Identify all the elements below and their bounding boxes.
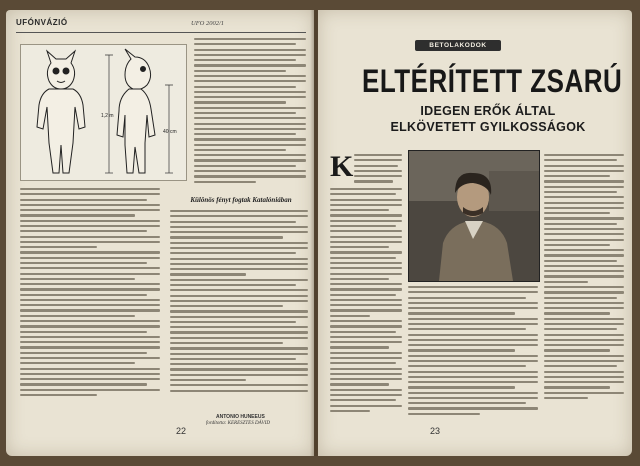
author-translator: fordította: KERESZTES DÁVID <box>206 421 270 426</box>
article-subtitle-1: IDEGEN ERŐK ÁLTAL <box>420 104 556 118</box>
text-column-3 <box>544 154 624 402</box>
left-page <box>6 10 314 456</box>
article-photo <box>408 150 540 282</box>
text-column-right <box>170 210 308 395</box>
man-photo-icon <box>409 151 539 281</box>
issue-label: UFO 2002/1 <box>191 20 225 27</box>
subheading: Különös fényt fogtak Katalóniában <box>190 196 292 204</box>
article-subtitle-2: ELKÖVETETT GYILKOSSÁGOK <box>390 120 586 134</box>
alien-drawing-icon <box>21 45 186 180</box>
page-number-left: 22 <box>176 426 187 436</box>
page-number-right: 23 <box>430 426 441 436</box>
section-kicker: BETOLAKODOK <box>415 40 501 51</box>
text-column-left <box>20 188 160 399</box>
alien-illustration <box>20 44 187 181</box>
right-page <box>318 10 632 456</box>
header-rule <box>16 32 306 33</box>
text-column-top-right <box>194 38 306 186</box>
text-under-photo <box>408 286 538 418</box>
measure-label-1: 1,2 m <box>101 113 114 119</box>
text-column-1-top <box>354 154 402 186</box>
section-label: UFÓNVÁZIÓ <box>16 18 68 27</box>
drop-cap: K <box>330 150 354 183</box>
measure-label-2: 40 cm <box>163 129 177 135</box>
article-title: ELTÉRÍTETT ZSARÚ <box>362 62 623 100</box>
author-name: ANTONIO HUNEEUS <box>216 414 265 420</box>
text-column-1 <box>330 188 402 415</box>
